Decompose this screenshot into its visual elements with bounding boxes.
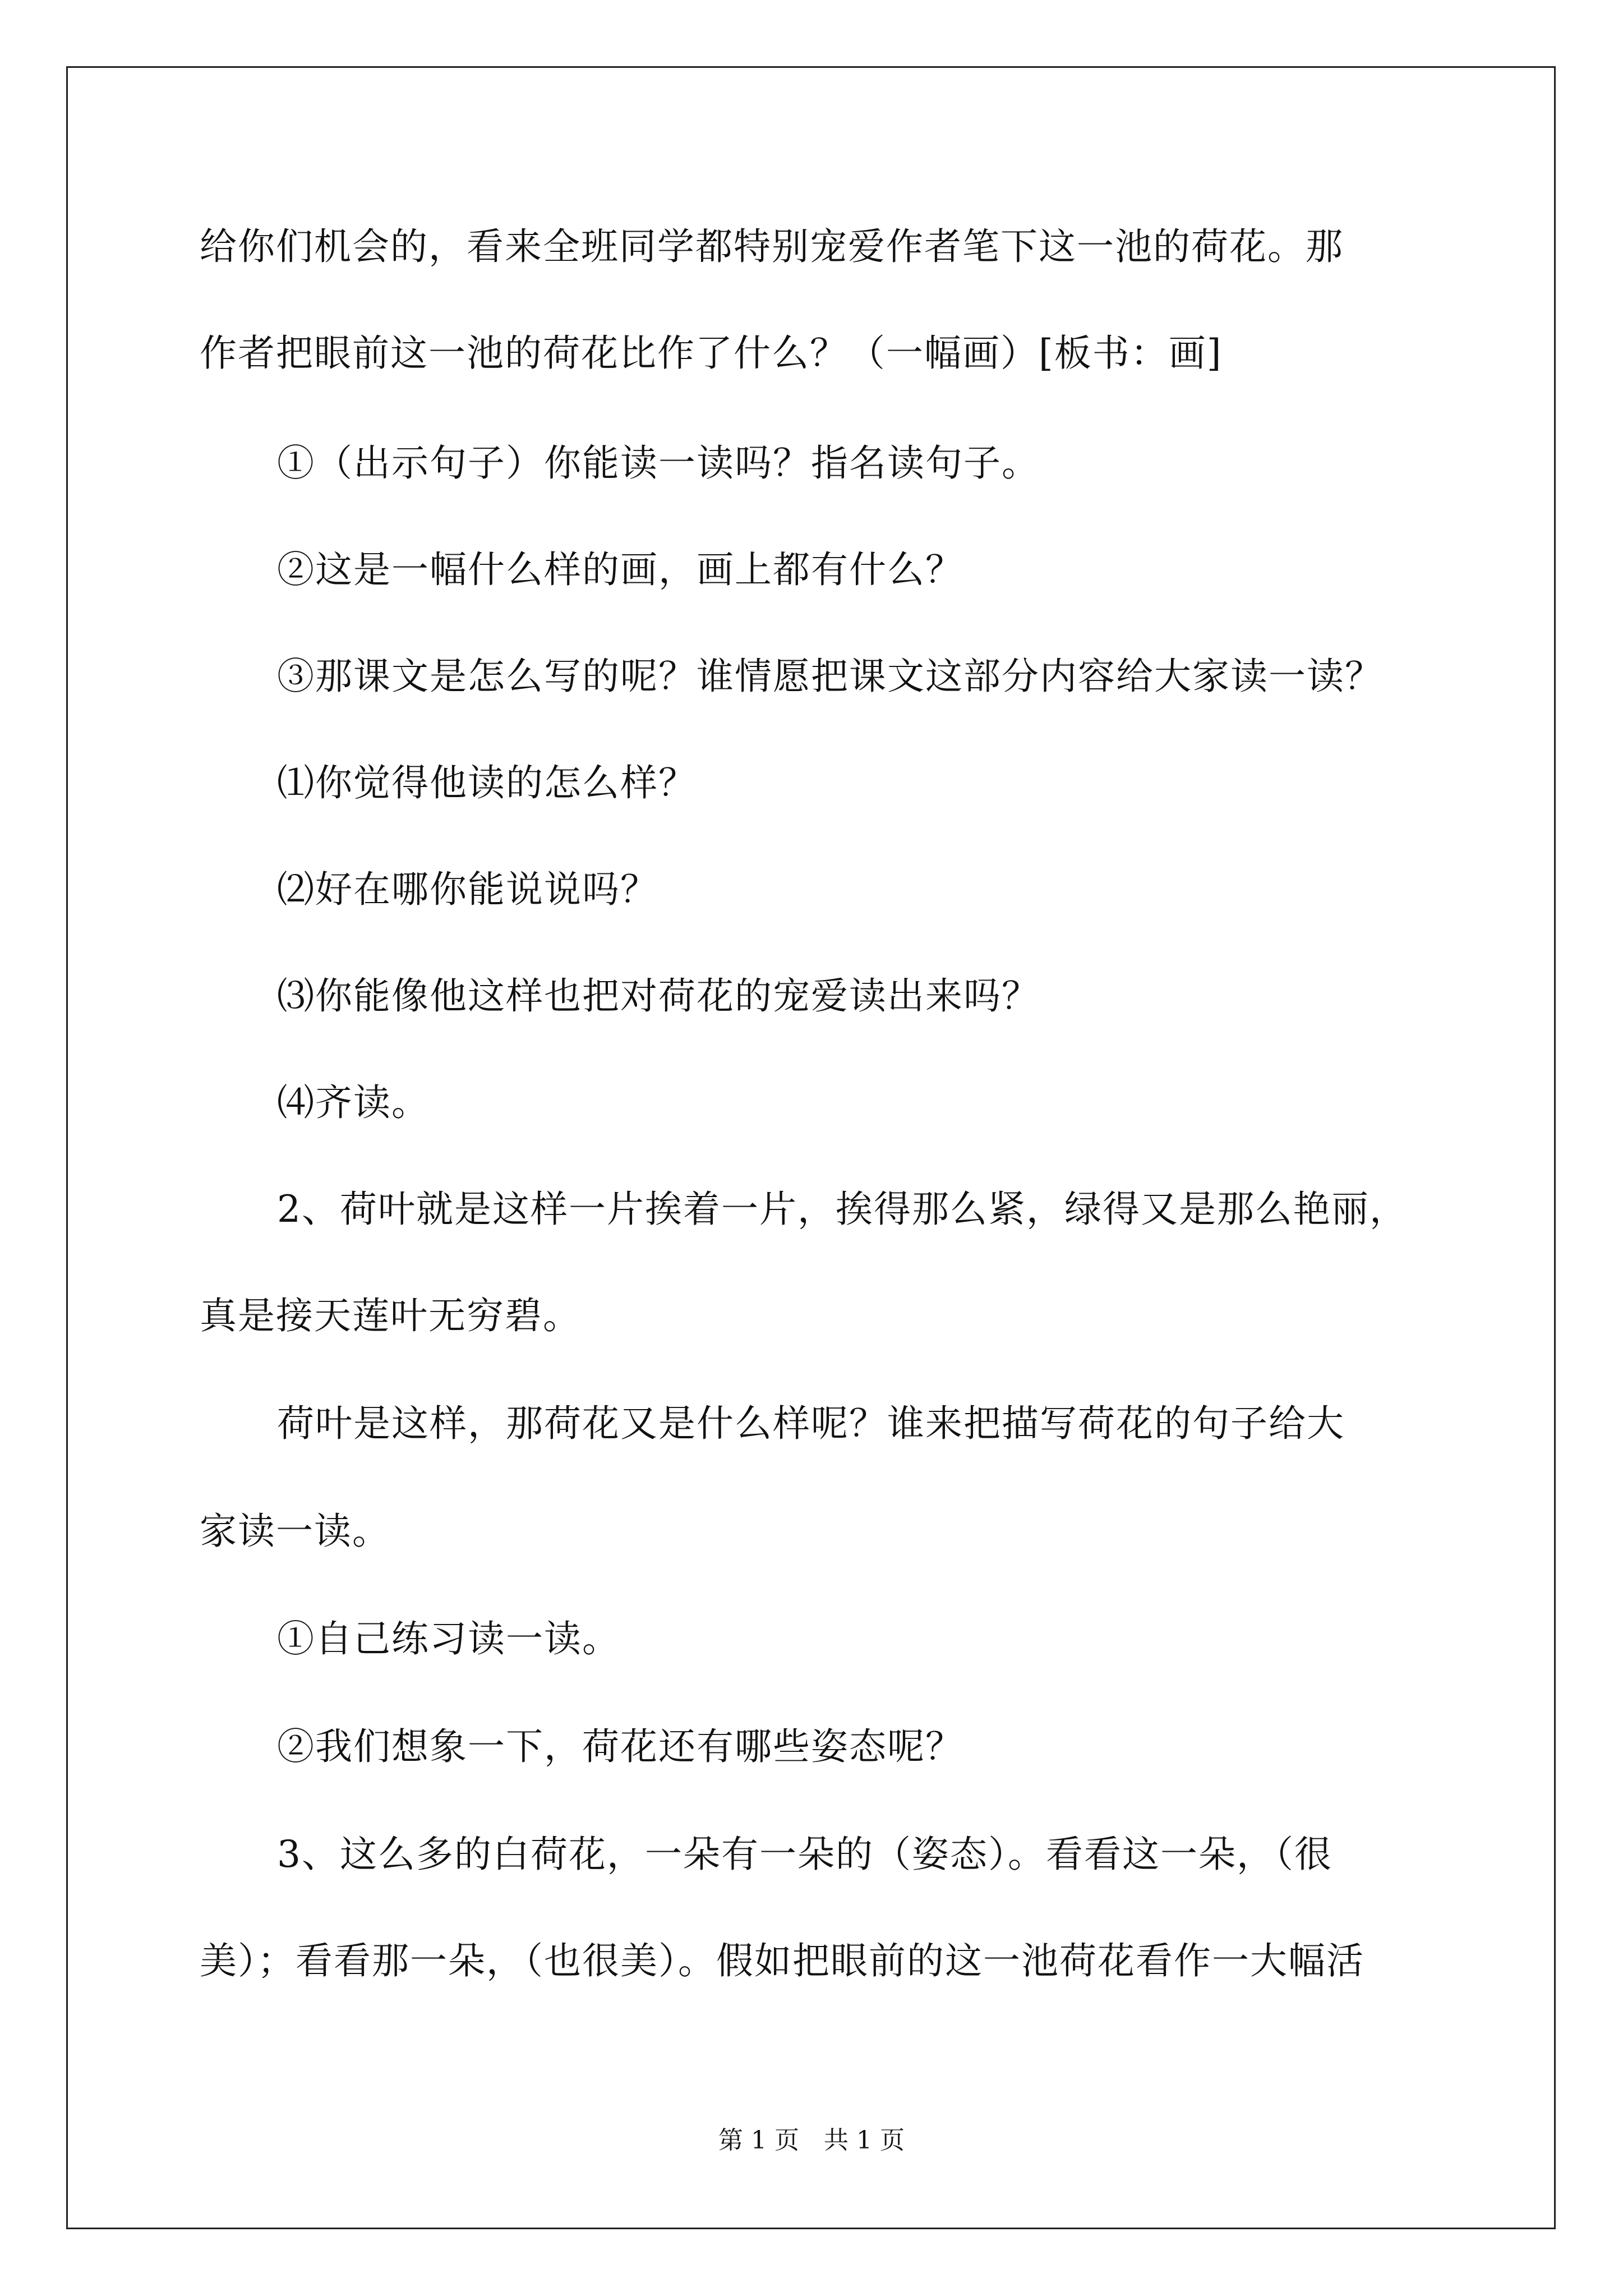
text-line-16: 3、这么多的白荷花，一朵有一朵的（姿态）。看看这一朵，（很 — [277, 1833, 1332, 1876]
text-line-13: 家读一读。 — [200, 1510, 390, 1553]
text-line-11: 真是接天莲叶无穷碧。 — [200, 1294, 581, 1337]
text-line-5: ③那课文是怎么写的呢？谁情愿把课文这部分内容给大家读一读？ — [277, 655, 1383, 698]
text-line-1: 给你们机会的，看来全班同学都特别宠爱作者笔下这一池的荷花。那 — [200, 225, 1344, 268]
text-line-9: ⑷齐读。 — [277, 1081, 430, 1124]
text-line-15: ②我们想象一下，荷花还有哪些姿态呢？ — [277, 1725, 963, 1768]
text-line-2: 作者把眼前这一池的荷花比作了什么？（一幅画）[板书：画] — [200, 332, 1223, 375]
text-line-3: ①（出示句子）你能读一读吗？指名读句子。 — [277, 441, 1040, 485]
text-line-12: 荷叶是这样，那荷花又是什么样呢？谁来把描写荷花的句子给大 — [277, 1402, 1345, 1445]
text-line-7: ⑵好在哪你能说说吗？ — [277, 868, 658, 911]
text-line-8: ⑶你能像他这样也把对荷花的宠爱读出来吗？ — [277, 974, 1040, 1018]
page-border — [66, 66, 1556, 2229]
text-line-6: ⑴你觉得他读的怎么样？ — [277, 761, 697, 804]
text-line-4: ②这是一幅什么样的画，画上都有什么？ — [277, 548, 963, 591]
text-line-17: 美）；看看那一朵，（也很美）。假如把眼前的这一池荷花看作一大幅活 — [200, 1939, 1364, 1982]
text-line-14: ①自己练习读一读。 — [277, 1617, 620, 1660]
page-number-footer: 第 1 页 共 1 页 — [718, 2126, 905, 2155]
text-line-10: 2、荷叶就是这样一片挨着一片，挨得那么紧，绿得又是那么艳丽， — [277, 1188, 1408, 1231]
